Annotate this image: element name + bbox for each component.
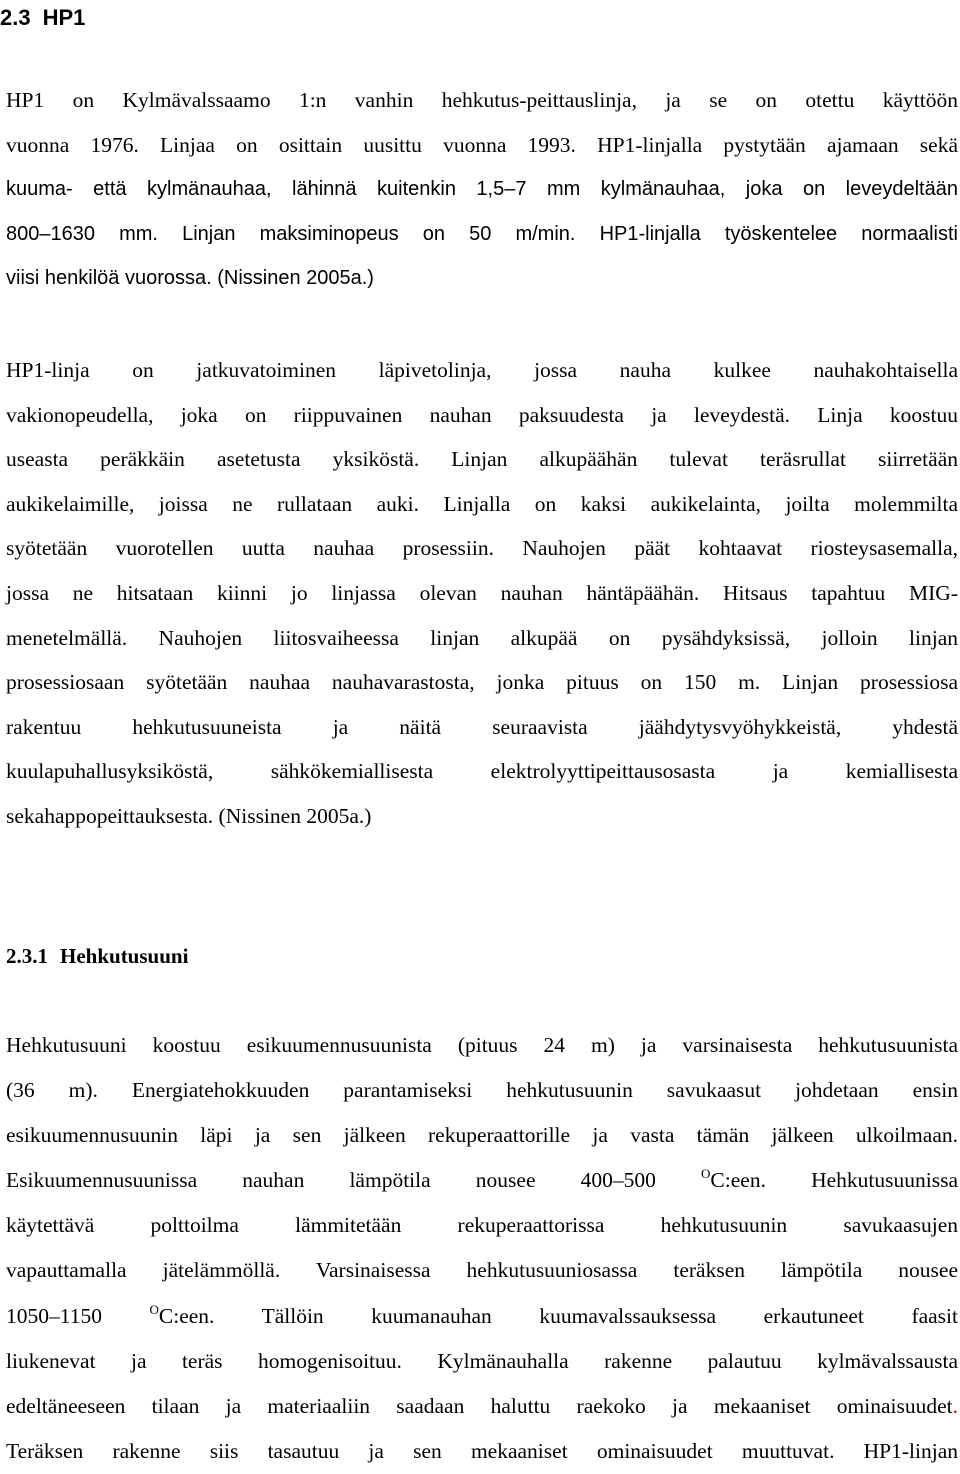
text-span: edeltäneeseen tilaan ja materiaaliin saadaan haluttu raekoko ja mekaaniset ominaisuudet	[6, 1393, 953, 1418]
text-span: 800‒1630 mm. Linjan maksiminopeus on 50 m/min.	[6, 222, 576, 245]
text-span: HP1-linjalla työskentelee normaalisti	[575, 222, 958, 245]
paragraph-hehkutusuuni	[6, 1023, 958, 1474]
text-line: HP1 on Kylmävalssaamo 1:n vanhin hehkutus-peittauslinja, ja se on otettu käyttöön	[6, 88, 958, 112]
text-span: Esikuumennusuunissa nauhan lämpötila nousee 400‒500	[6, 1168, 656, 1193]
text-line: HP1-linja on jatkuvatoiminen läpivetolinja, jossa nauha kulkee nauhakohtaisella	[6, 358, 958, 382]
text-line: Hehkutusuuni koostuu esikuumennusuunista (pituus 24 m) ja varsinaisesta hehkutusuunista	[6, 1033, 958, 1057]
text-line	[6, 1158, 958, 1203]
text-line	[6, 1294, 958, 1339]
text-line: kuulapuhallusyksiköstä, sähkökemiallisesta elektrolyyttipeittausosasta ja kemiallisesta	[6, 759, 958, 784]
text-span: C:een. Hehkutusuunissa	[710, 1168, 958, 1193]
text-line: vapauttamalla jätelämmöllä. Varsinaisessa hehkutusuuniosassa teräksen lämpötila nousee	[6, 1258, 958, 1283]
superscript: O	[701, 1166, 711, 1182]
text-line: syötetään vuorotellen uutta nauhaa prosessiin. Nauhojen päät kohtaavat riosteysasemalla,	[6, 536, 958, 561]
text-line: esikuumennusuunin läpi ja sen jälkeen rekuperaattorille ja vasta tämän jälkeen ulkoilmaan.	[6, 1123, 958, 1148]
text-line	[6, 212, 958, 257]
text-line: kuuma- että kylmänauhaa, lähinnä kuitenkin 1,5‒7 mm kylmänauhaa, joka on leveydeltään	[6, 178, 958, 201]
red-period: .	[952, 1393, 958, 1418]
text-span: 1050‒1150	[6, 1303, 102, 1328]
text-line: rakentuu hehkutusuuneista ja näitä seuraavista jäähdytysvyöhykkeistä, yhdestä	[6, 714, 958, 739]
superscript: O	[149, 1301, 159, 1317]
text-line: prosessiosaan syötetään nauhaa nauhavarastosta, jonka pituus on 150 m. Linjan prosessiosa	[6, 670, 958, 695]
text-line: (36 m). Energiatehokkuuden parantamiseksi hehkutusuunin savukaasut johdetaan ensin	[6, 1078, 958, 1103]
text-line: menetelmällä. Nauhojen liitosvaiheessa linjan alkupää on pysähdyksissä, jolloin linjan	[6, 625, 958, 650]
paragraph-hp1-intro	[6, 78, 958, 301]
text-line: aukikelaimille, joissa ne rullataan auki. Linjalla on kaksi aukikelainta, joilta molemmilta	[6, 491, 958, 516]
text-line: Teräksen rakenne siis tasautuu ja sen mekaaniset ominaisuudet muuttuvat. HP1-linjan	[6, 1438, 958, 1463]
text-line: vuonna 1976. Linjaa on osittain uusittu vuonna 1993. HP1-linjalla pystytään ajamaan sekä	[6, 132, 958, 157]
section-number: 2.3	[0, 5, 31, 30]
subsection-title: Hehkutusuuni	[60, 944, 189, 968]
section-title: HP1	[42, 5, 86, 30]
subsection-heading	[6, 938, 188, 974]
section-heading	[0, 0, 85, 36]
text-line: useasta peräkkäin asetetusta yksiköstä. Linjan alkupäähän tulevat teräsrullat siirretään	[6, 447, 958, 472]
text-line: sekahappopeittauksesta. (Nissinen 2005a.)	[6, 803, 372, 828]
text-line: käytettävä polttoilma lämmitetään rekuperaattorissa hehkutusuunin savukaasujen	[6, 1213, 958, 1238]
text-span: C:een. Tällöin kuumanauhan kuumavalssauksessa erkautuneet faasit	[158, 1303, 959, 1328]
text-line	[6, 1384, 958, 1429]
text-line: liukenevat ja teräs homogenisoituu. Kylmänauhalla rakenne palautuu kylmävalssausta	[6, 1348, 958, 1373]
text-line: jossa ne hitsataan kiinni jo linjassa olevan nauhan häntäpäähän. Hitsaus tapahtuu MIG-	[6, 580, 958, 605]
text-line: vakionopeudella, joka on riippuvainen nauhan paksuudesta ja leveydestä. Linja koostuu	[6, 402, 958, 427]
text-line: viisi henkilöä vuorossa. (Nissinen 2005a.)	[6, 267, 374, 290]
paragraph-hp1-process	[6, 348, 958, 839]
subsection-number: 2.3.1	[6, 944, 48, 968]
